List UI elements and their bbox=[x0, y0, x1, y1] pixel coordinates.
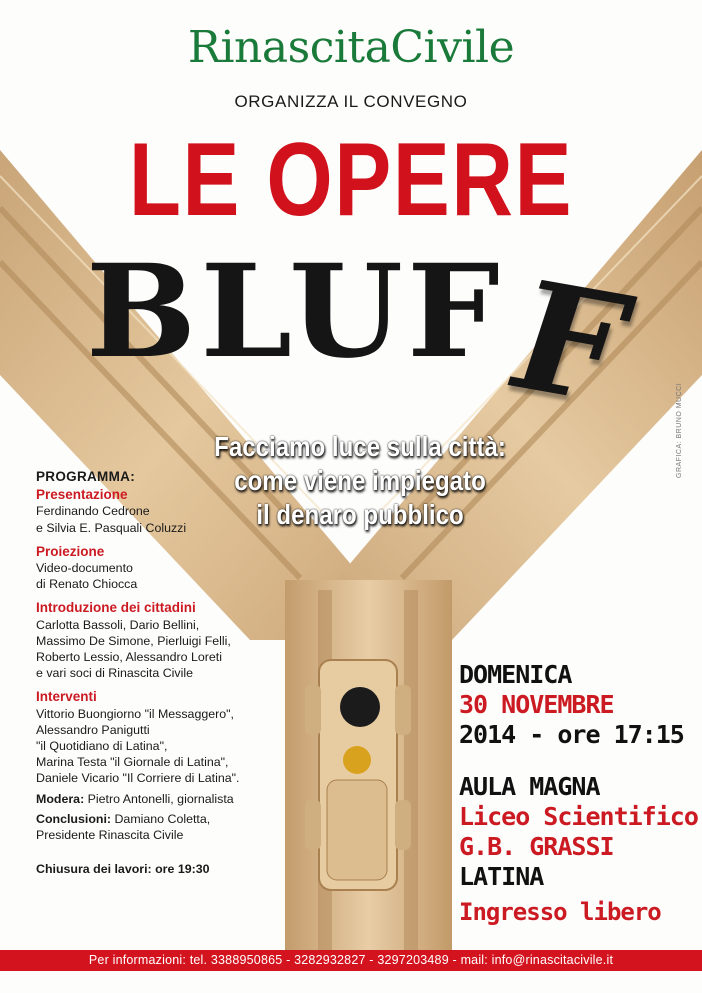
logo-part2: Civile bbox=[390, 22, 515, 73]
event-school-name: G.B. GRASSI bbox=[459, 832, 614, 861]
event-details bbox=[459, 660, 698, 892]
subtitle-line: Facciamo luce sulla città: bbox=[214, 431, 506, 462]
organizza-heading: ORGANIZZA IL CONVEGNO bbox=[234, 92, 468, 111]
proiezione-line: di Renato Chiocca bbox=[36, 577, 138, 592]
event-time: 2014 - ore 17:15 bbox=[459, 720, 684, 749]
title-le-opere: LE OPERE bbox=[128, 122, 574, 238]
modera-value: Pietro Antonelli, giornalista bbox=[84, 791, 234, 806]
introduzione-line: e vari soci di Rinascita Civile bbox=[36, 666, 194, 681]
proiezione-title: Proiezione bbox=[36, 543, 105, 559]
event-venue: AULA MAGNA bbox=[459, 772, 600, 801]
introduzione-line: Massimo De Simone, Pierluigi Felli, bbox=[36, 633, 231, 648]
conclusioni-label: Conclusioni: bbox=[36, 811, 112, 826]
graphic-credit: GRAFICA: BRUNO MUCCI bbox=[676, 382, 683, 478]
modera-label: Modera: bbox=[36, 791, 85, 806]
introduzione-title: Introduzione dei cittadini bbox=[36, 600, 196, 616]
presentazione-line: Ferdinando Cedrone bbox=[36, 504, 150, 519]
chiusura-lavori: Chiusura dei lavori: ore 19:30 bbox=[36, 862, 210, 877]
conclusioni-line: Presidente Rinascita Civile bbox=[36, 828, 184, 843]
introduzione-line: Roberto Lessio, Alessandro Loreti bbox=[36, 650, 222, 665]
interventi-title: Interventi bbox=[36, 689, 97, 705]
rinascita-civile-logo bbox=[0, 22, 702, 73]
introduzione-line: Carlotta Bassoli, Dario Bellini, bbox=[36, 617, 200, 632]
presentazione-title: Presentazione bbox=[36, 487, 128, 503]
ingresso-libero: Ingresso libero bbox=[459, 898, 661, 926]
proiezione-line: Video-documento bbox=[36, 561, 133, 576]
subtitle-line: il denaro pubblico bbox=[256, 499, 464, 531]
programma-section bbox=[36, 469, 336, 877]
interventi-line: Vittorio Buongiorno "il Messaggero", bbox=[36, 706, 234, 721]
title-bluf: BLUF bbox=[85, 237, 504, 387]
spacer bbox=[459, 750, 698, 772]
event-day: DOMENICA bbox=[459, 660, 572, 689]
logo-part1: Rinascita bbox=[187, 22, 391, 73]
event-date: 30 NOVEMBRE bbox=[459, 690, 614, 719]
subtitle-line: come viene impiegato bbox=[234, 465, 486, 497]
programma-heading: PROGRAMMA: bbox=[36, 469, 135, 484]
conclusioni-value: Damiano Coletta, bbox=[111, 811, 211, 826]
interventi-line: "il Quotidiano di Latina", bbox=[36, 739, 168, 754]
conclusioni-line bbox=[36, 811, 336, 827]
title-tilted-f: F bbox=[489, 249, 650, 437]
modera-line bbox=[36, 791, 336, 807]
presentazione-line: e Silvia E. Pasquali Coluzzi bbox=[36, 520, 187, 535]
interventi-line: Marina Testa "il Giornale di Latina", bbox=[36, 755, 229, 770]
interventi-line: Alessandro Panigutti bbox=[36, 722, 150, 737]
event-school: Liceo Scientifico bbox=[459, 802, 698, 831]
interventi-line: Daniele Vicario "Il Corriere di Latina". bbox=[36, 771, 240, 786]
info-footer: Per informazioni: tel. 3388950865 - 3282932827 - 3297203489 - mail: info@rinascitacivile.it bbox=[0, 950, 702, 971]
event-city: LATINA bbox=[459, 862, 544, 891]
